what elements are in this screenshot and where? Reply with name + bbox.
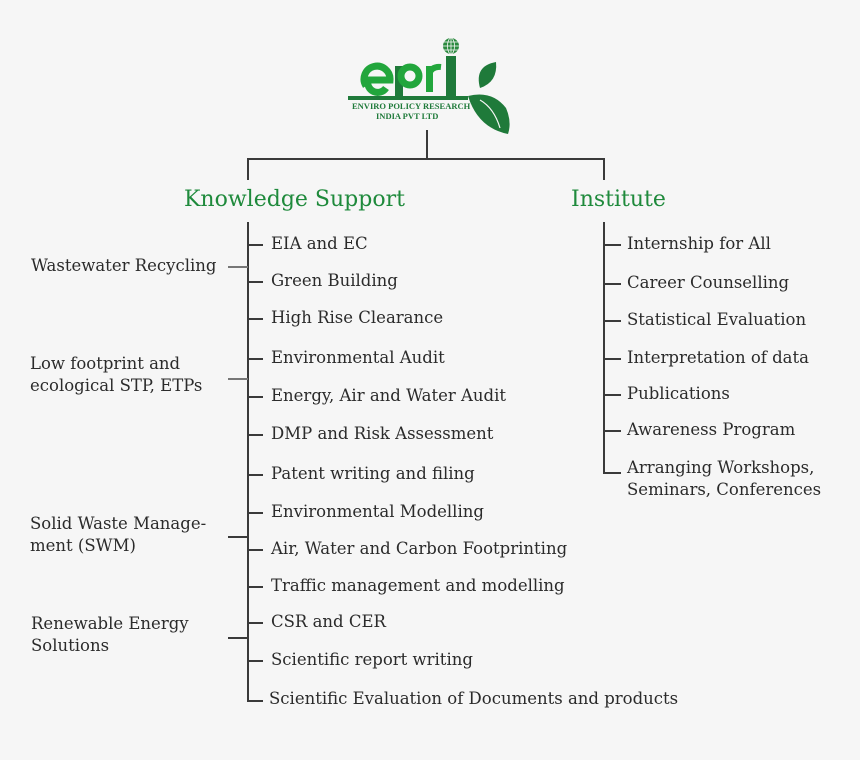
item-tick — [603, 283, 621, 285]
side-tick — [228, 266, 248, 268]
list-item: Patent writing and filing — [271, 464, 475, 483]
globe-icon — [443, 38, 459, 54]
item-tick — [247, 318, 263, 320]
item-tick — [247, 358, 263, 360]
list-item: Interpretation of data — [627, 348, 809, 367]
knowledge-drop — [247, 158, 249, 180]
list-item: Air, Water and Carbon Footprinting — [271, 539, 568, 558]
item-tick — [603, 244, 621, 246]
institute-heading: Institute — [571, 187, 666, 212]
list-item: Energy, Air and Water Audit — [271, 386, 507, 405]
svg-text:ENVIRO POLICY RESEARCH: ENVIRO POLICY RESEARCH — [352, 101, 471, 111]
list-item: Internship for All — [627, 234, 771, 253]
item-tick — [247, 549, 263, 551]
list-item: CSR and CER — [271, 612, 386, 631]
logo-connector — [426, 130, 428, 158]
item-tick — [247, 512, 263, 514]
item-tick — [247, 660, 263, 662]
item-tick — [247, 281, 263, 283]
item-tick — [603, 394, 621, 396]
list-item: Awareness Program — [627, 420, 796, 439]
side-tick — [228, 637, 248, 639]
side-item: Wastewater Recycling — [31, 256, 217, 275]
item-tick — [247, 434, 263, 436]
item-tick — [603, 358, 621, 360]
item-tick — [247, 474, 263, 476]
list-item: Traffic management and modelling — [271, 576, 565, 595]
side-item: Solid Waste Manage- ment (SWM) — [30, 514, 207, 555]
item-tick — [247, 622, 263, 624]
list-item: Arranging Workshops, Seminars, Conferences — [627, 458, 822, 499]
item-tick — [603, 472, 621, 474]
epri-logo — [340, 36, 520, 136]
list-item: Career Counselling — [627, 273, 790, 292]
institute-drop — [603, 158, 605, 180]
item-tick — [247, 396, 263, 398]
item-tick — [247, 244, 263, 246]
item-tick — [603, 430, 621, 432]
logo-graphic — [340, 36, 520, 136]
institute-spine — [603, 222, 605, 473]
list-item: DMP and Risk Assessment — [271, 424, 494, 443]
side-tick — [228, 536, 248, 538]
item-tick — [603, 320, 621, 322]
side-tick — [228, 378, 248, 380]
list-item: Scientific Evaluation of Documents and products — [269, 689, 679, 708]
side-item: Renewable Energy Solutions — [31, 614, 189, 655]
knowledge-spine — [247, 222, 249, 702]
list-item: Statistical Evaluation — [627, 310, 807, 329]
list-item: Environmental Audit — [271, 348, 445, 367]
item-tick — [247, 586, 263, 588]
branch-connector — [247, 158, 604, 160]
list-item: Environmental Modelling — [271, 502, 484, 521]
svg-text:INDIA PVT LTD: INDIA PVT LTD — [376, 111, 439, 121]
list-item: Green Building — [271, 271, 398, 290]
knowledge-support-heading: Knowledge Support — [184, 187, 405, 212]
list-item: Scientific report writing — [271, 650, 473, 669]
item-tick — [247, 700, 263, 702]
list-item: Publications — [627, 384, 730, 403]
side-item: Low footprint and ecological STP, ETPs — [30, 354, 203, 395]
list-item: EIA and EC — [271, 234, 368, 253]
leaf-icon — [468, 62, 510, 134]
list-item: High Rise Clearance — [271, 308, 444, 327]
